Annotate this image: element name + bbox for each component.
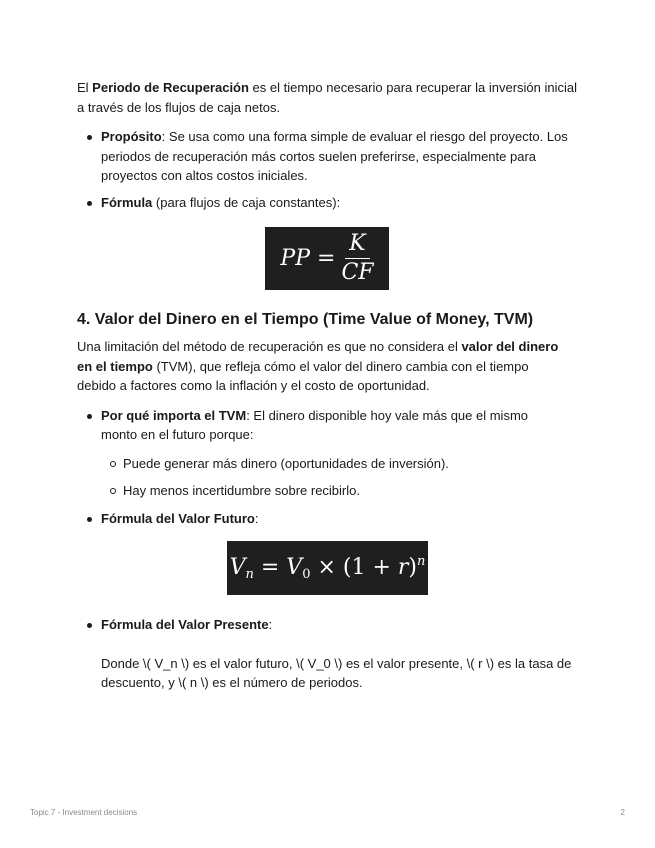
formula-fv-v: V [229,555,246,580]
payback-section [77,78,577,219]
section-heading: 4. Valor del Dinero en el Tiempo (Time Value of Money, TVM) [77,311,534,328]
why-tvm-text: : El dinero disponible hoy vale más que el mismo monto en el futuro porque: [101,407,528,442]
tvm-para-prefix: Una limitación del método de recuperación es que no considera el [77,339,462,354]
list-item-why-tvm [77,406,567,501]
tvm-section [77,337,567,535]
formula-fv-v0: V [286,555,303,580]
purpose-label: Propósito [101,129,162,144]
payback-list [77,127,577,212]
list-item-future-value [77,509,567,529]
fv-colon: : [254,510,259,526]
intro-paragraph [77,78,577,117]
formula-fv-sub-0: 0 [302,567,311,582]
payback-formula [265,227,389,290]
footer-topic: Topic 7 - Investment decisions [30,808,138,817]
formula-pp-fraction [341,232,373,285]
list-item-formula [77,193,577,213]
formula-text: (para flujos de caja constantes): [152,194,341,210]
tvm-para-term: valor del dinero en el tiempo [77,339,559,374]
formula-label: Fórmula [101,194,153,210]
tvm-sub-list [101,454,567,501]
list-item-present-value [77,615,577,635]
formula-fv-eq: = [253,555,287,580]
formula-fv-sub-n: n [245,567,254,582]
closing-paragraph: Donde \( V_n \) es el valor futuro, \( V_0 \) es el valor presente, \( r \) es la tasa de descuento, y \( n \) es el número de periodos. [101,655,572,690]
why-tvm-label: Por qué importa el TVM [101,407,247,423]
sub-list-item: Hay menos incertidumbre sobre recibirlo. [101,481,567,501]
pv-section [77,615,577,693]
tvm-paragraph [77,337,567,396]
intro-prefix: El [77,80,93,95]
formula-fv-exp: n [417,554,426,569]
intro-suffix: es el tiempo necesario para recuperar la inversión inicial a través de los flujos de caja netos. [77,80,577,115]
formula-fv-rest: × (1 + [310,555,398,580]
purpose-text: : Se usa como una forma simple de evaluar el riesgo del proyecto. Los periodos de recuperación más cortos suelen preferirse, especialmente para proyectos con altos costos iniciales. [101,129,568,183]
intro-term: Periodo de Recuperación [92,80,249,95]
pv-list [77,615,577,635]
formula-fv-close: ) [408,555,418,580]
tvm-para-suffix: (TVM), que refleja cómo el valor del dinero cambia con el tiempo debido a factores como la inflación y el costo de oportunidad. [77,358,529,393]
formula-fv-expression [230,554,426,582]
pv-colon: : [268,617,273,632]
tvm-list [77,406,567,529]
formula-pp-denominator: CF [341,260,374,285]
list-item-purpose [77,127,577,186]
fv-label: Fórmula del Valor Futuro [101,510,255,526]
formula-pp-lhs: PP = [280,246,336,271]
formula-fv-r: r [397,555,409,580]
formula-pp-numerator: K [345,232,369,259]
sub-list-item: Puede generar más dinero (oportunidades de inversión). [101,454,567,474]
page-number: 2 [620,808,625,817]
future-value-formula [227,541,428,595]
pv-label: Fórmula del Valor Presente [101,617,269,632]
